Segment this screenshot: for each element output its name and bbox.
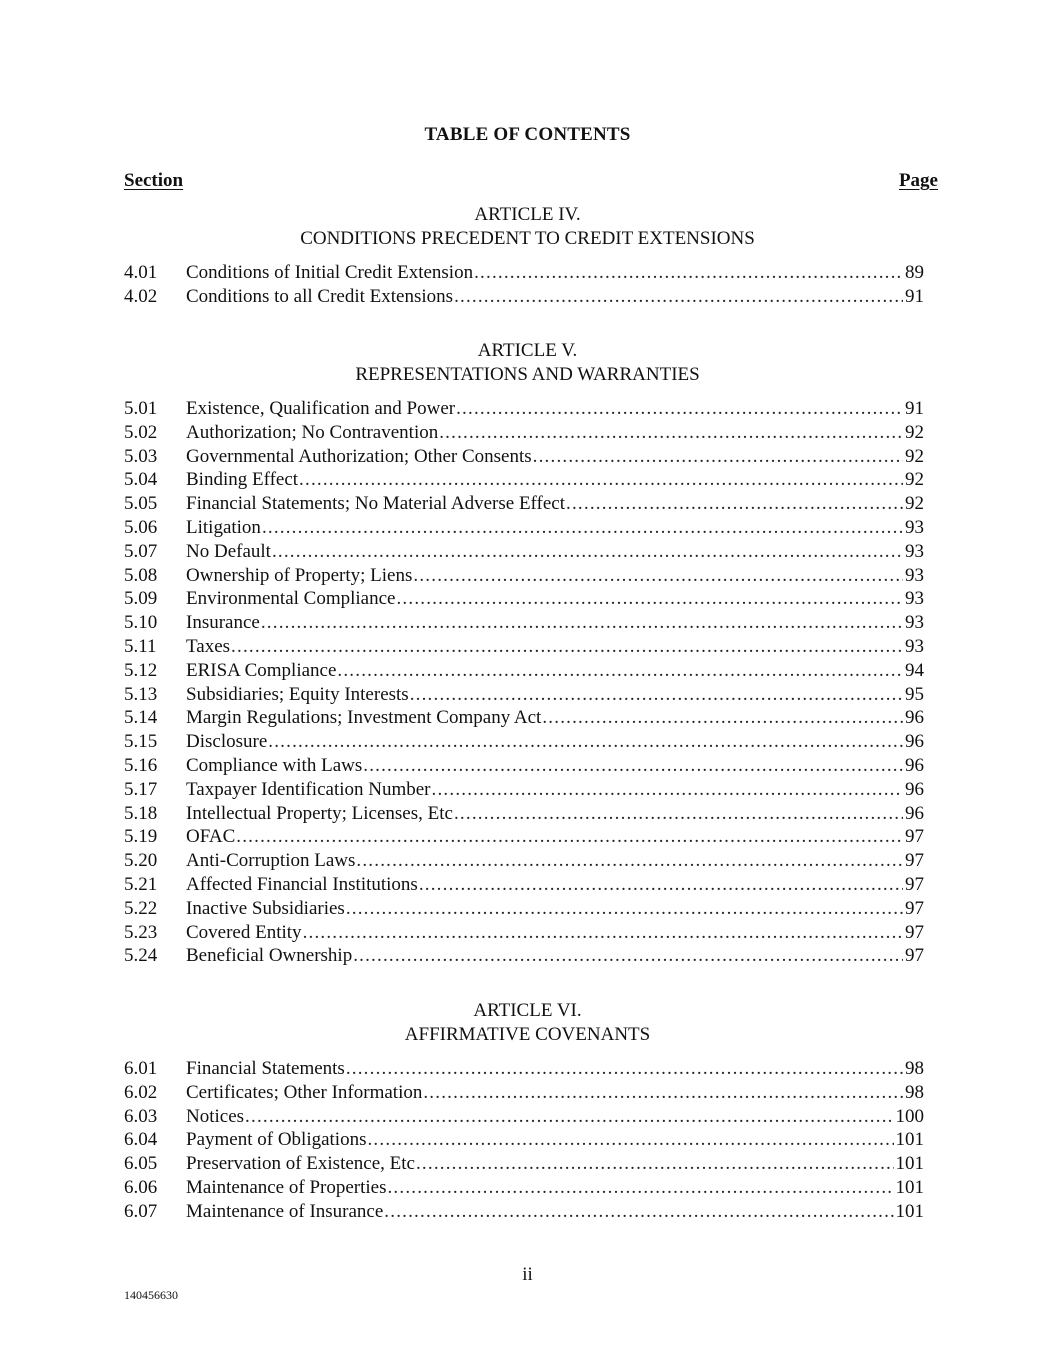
page-number: 96: [905, 802, 924, 824]
section-title: Disclosure: [186, 731, 268, 753]
page-number: 101: [895, 1176, 924, 1198]
section-title: Certificates; Other Information: [186, 1081, 423, 1103]
section-title: Conditions to all Credit Extensions: [186, 285, 454, 307]
page-number: 96: [905, 754, 924, 776]
page-number: 101: [895, 1153, 924, 1175]
page-number: 98: [905, 1058, 924, 1079]
dot-leader: [419, 873, 903, 897]
toc-entry[interactable]: [124, 730, 924, 754]
page-number: 93: [905, 588, 924, 610]
document-id: 140456630: [124, 1288, 178, 1302]
section-column-header: Section: [124, 170, 184, 191]
section-title: Insurance: [186, 612, 260, 634]
page-column-header: Page: [898, 170, 938, 191]
section-number: 6.02: [124, 1081, 158, 1103]
toc-entry[interactable]: [124, 1152, 924, 1176]
section-title: Margin Regulations; Investment Company Act: [186, 707, 542, 729]
section-title: Litigation: [186, 516, 261, 538]
article-title: CONDITIONS PRECEDENT TO CREDIT EXTENSIONS: [300, 228, 755, 249]
page-folio: ii: [522, 1264, 533, 1285]
toc-entry[interactable]: [124, 1176, 924, 1200]
page-title: TABLE OF CONTENTS: [424, 124, 631, 145]
toc-entry[interactable]: [124, 873, 924, 897]
section-title: Notices: [186, 1105, 245, 1127]
page-number: 97: [905, 897, 924, 919]
section-number: 5.21: [124, 873, 158, 895]
toc-entry[interactable]: [124, 683, 924, 707]
dot-leader: [346, 1057, 903, 1081]
article-label: ARTICLE IV.: [474, 204, 581, 225]
dot-leader: [262, 516, 903, 540]
section-number: 5.19: [124, 826, 158, 848]
section-title: Beneficial Ownership: [186, 945, 353, 967]
page-number: 91: [905, 285, 924, 307]
toc-entry[interactable]: [124, 1105, 924, 1129]
page-number: 97: [905, 850, 924, 872]
dot-leader: [387, 1176, 893, 1200]
dot-leader: [268, 730, 903, 754]
section-title: Conditions of Initial Credit Extension: [186, 262, 474, 283]
section-title: Ownership of Property; Liens: [186, 564, 413, 586]
dot-leader: [413, 564, 903, 588]
toc-entry[interactable]: [124, 659, 924, 683]
section-number: 5.02: [124, 421, 158, 443]
section-title: ERISA Compliance: [186, 659, 337, 681]
toc-entry[interactable]: [124, 421, 924, 445]
dot-leader: [423, 1081, 903, 1105]
dot-leader: [396, 587, 903, 611]
section-number: 6.06: [124, 1176, 158, 1198]
section-number: 5.10: [124, 612, 158, 634]
page-number: 93: [905, 612, 924, 634]
page-number: 89: [905, 262, 924, 283]
page-number: 92: [905, 445, 924, 467]
section-title: Financial Statements; No Material Adverse Effect: [186, 493, 566, 515]
dot-leader: [356, 849, 903, 873]
toc-entry[interactable]: [124, 564, 924, 588]
toc-entry[interactable]: [124, 944, 924, 968]
page-number: 91: [905, 398, 924, 419]
page-number: 100: [895, 1105, 924, 1127]
dot-leader: [384, 1200, 893, 1224]
section-number: 5.09: [124, 588, 158, 610]
dot-leader: [533, 445, 903, 469]
section-number: 5.20: [124, 850, 158, 872]
article-heading: [0, 999, 1055, 1047]
section-title: Intellectual Property; Licenses, Etc: [186, 802, 453, 824]
dot-leader: [410, 683, 903, 707]
toc-entry-list: [124, 261, 924, 309]
toc-entry[interactable]: [124, 492, 924, 516]
page-number: 96: [905, 731, 924, 753]
section-number: 5.23: [124, 921, 158, 943]
dot-leader: [542, 706, 903, 730]
page-number: 93: [905, 540, 924, 562]
toc-entry[interactable]: [124, 1200, 924, 1224]
section-title: No Default: [186, 540, 271, 562]
section-title: Anti-Corruption Laws: [186, 850, 356, 872]
dot-leader: [474, 261, 903, 285]
page-number: 98: [905, 1081, 924, 1103]
dot-leader: [245, 1105, 893, 1129]
page-number: 97: [905, 873, 924, 895]
toc-entry[interactable]: [124, 1081, 924, 1105]
section-number: 5.07: [124, 540, 158, 562]
section-title: Maintenance of Insurance: [186, 1200, 384, 1222]
section-number: 5.01: [124, 398, 158, 419]
dot-leader: [367, 1128, 893, 1152]
page-number: 93: [905, 516, 924, 538]
toc-entry[interactable]: [124, 754, 924, 778]
dot-leader: [299, 468, 903, 492]
section-number: 5.18: [124, 802, 158, 824]
toc-entry[interactable]: [124, 587, 924, 611]
toc-entry[interactable]: [124, 1128, 924, 1152]
section-title: Binding Effect: [186, 469, 299, 491]
toc-entry[interactable]: [124, 825, 924, 849]
section-number: 5.15: [124, 731, 158, 753]
dot-leader: [303, 921, 903, 945]
section-title: Subsidiaries; Equity Interests: [186, 683, 409, 705]
section-title: Financial Statements: [186, 1058, 345, 1079]
section-title: Compliance with Laws: [186, 754, 363, 776]
section-number: 5.11: [124, 635, 157, 657]
toc-entry-list: [124, 397, 924, 968]
section-number: 5.06: [124, 516, 158, 538]
dot-leader: [456, 397, 903, 421]
article-heading: [0, 339, 1055, 387]
toc-entry[interactable]: [124, 897, 924, 921]
section-title: Payment of Obligations: [186, 1129, 367, 1151]
section-title: Preservation of Existence, Etc: [186, 1153, 415, 1175]
dot-leader: [439, 421, 903, 445]
dot-leader: [432, 778, 903, 802]
page-number: 93: [905, 564, 924, 586]
page-number: 97: [905, 826, 924, 848]
page-number: 97: [905, 921, 924, 943]
dot-leader: [261, 611, 903, 635]
section-number: 5.12: [124, 659, 158, 681]
section-number: 6.07: [124, 1200, 158, 1222]
section-number: 5.17: [124, 778, 158, 800]
page-number: 93: [905, 635, 924, 657]
section-number: 5.04: [124, 469, 158, 491]
section-number: 4.01: [124, 262, 158, 283]
toc-entry[interactable]: [124, 1057, 924, 1081]
page-number: 95: [905, 683, 924, 705]
section-number: 5.22: [124, 897, 158, 919]
page-number: 92: [905, 469, 924, 491]
article-heading: [0, 203, 1055, 251]
dot-leader: [454, 802, 903, 826]
dot-leader: [236, 825, 903, 849]
toc-entry[interactable]: [124, 778, 924, 802]
toc-entry[interactable]: [124, 921, 924, 945]
section-number: 5.24: [124, 945, 158, 967]
article-label: ARTICLE V.: [477, 340, 578, 361]
toc-entry[interactable]: [124, 468, 924, 492]
section-number: 6.04: [124, 1129, 158, 1151]
page-number: 92: [905, 493, 924, 515]
toc-entry[interactable]: [124, 611, 924, 635]
dot-leader: [272, 540, 903, 564]
section-title: Taxpayer Identification Number: [186, 778, 431, 800]
section-number: 4.02: [124, 285, 158, 307]
page-number: 92: [905, 421, 924, 443]
section-title: Taxes: [186, 635, 231, 657]
article-title: AFFIRMATIVE COVENANTS: [404, 1024, 651, 1045]
toc-entry[interactable]: [124, 445, 924, 469]
section-title: Affected Financial Institutions: [186, 873, 418, 895]
section-number: 6.05: [124, 1153, 158, 1175]
section-number: 6.03: [124, 1105, 158, 1127]
section-title: Governmental Authorization; Other Consents: [186, 445, 532, 467]
dot-leader: [231, 635, 903, 659]
section-title: Covered Entity: [186, 921, 302, 943]
section-number: 5.05: [124, 493, 158, 515]
toc-entry[interactable]: [124, 849, 924, 873]
toc-entry[interactable]: [124, 261, 924, 285]
toc-entry[interactable]: [124, 516, 924, 540]
page-number: 96: [905, 778, 924, 800]
page-number: 97: [905, 945, 924, 967]
toc-entry-list: [124, 1057, 924, 1224]
section-number: 5.03: [124, 445, 158, 467]
section-title: Existence, Qualification and Power: [186, 398, 456, 419]
article-label: ARTICLE VI.: [473, 1000, 582, 1021]
dot-leader: [566, 492, 903, 516]
toc-entry[interactable]: [124, 285, 924, 309]
section-number: 5.08: [124, 564, 158, 586]
toc-entry[interactable]: [124, 397, 924, 421]
section-title: Authorization; No Contravention: [186, 421, 439, 443]
section-number: 5.13: [124, 683, 158, 705]
toc-entry[interactable]: [124, 802, 924, 826]
page-number: 101: [895, 1129, 924, 1151]
section-title: Environmental Compliance: [186, 588, 396, 610]
section-title: Maintenance of Properties: [186, 1176, 387, 1198]
section-title: OFAC: [186, 826, 236, 848]
dot-leader: [337, 659, 903, 683]
article-title: REPRESENTATIONS AND WARRANTIES: [355, 364, 700, 385]
section-title: Inactive Subsidiaries: [186, 897, 345, 919]
dot-leader: [346, 897, 903, 921]
section-number: 5.14: [124, 707, 158, 729]
dot-leader: [454, 285, 903, 309]
toc-entry[interactable]: [124, 635, 924, 659]
dot-leader: [363, 754, 903, 778]
page-number: 94: [905, 659, 924, 681]
page-number: 101: [895, 1200, 924, 1222]
dot-leader: [353, 944, 903, 968]
toc-entry[interactable]: [124, 706, 924, 730]
toc-entry[interactable]: [124, 540, 924, 564]
section-number: 6.01: [124, 1058, 158, 1079]
dot-leader: [416, 1152, 894, 1176]
page-number: 96: [905, 707, 924, 729]
section-number: 5.16: [124, 754, 158, 776]
